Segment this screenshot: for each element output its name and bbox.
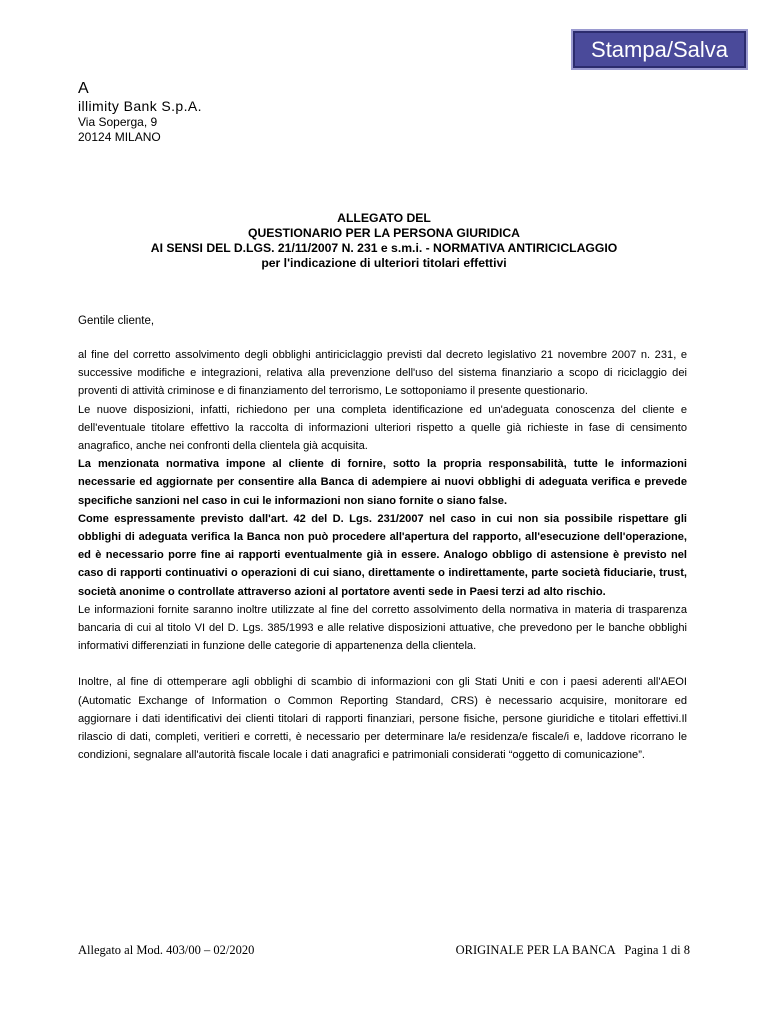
heading-line-4: per l'indicazione di ulteriori titolari effettivi [261,256,507,270]
recipient-city: 20124 MILANO [78,130,161,144]
recipient-street: Via Soperga, 9 [78,115,158,129]
footer-copy-and-page: ORIGINALE PER LA BANCA Pagina 1 di 8 [455,943,690,957]
paragraph-6: Inoltre, al fine di ottemperare agli obblighi di scambio di informazioni con gli Stati Uniti e con i paesi aderenti all'AEOI (Automatic Exchange of Information o Common Reporting Standard, CRS) è necessario acquisire, monitorare ed aggiornare i dati identificativi dei clienti titolari di rapporti finanziari, persone fisiche, persone giuridiche e titolari effettivi.Il rilascio di dati, completi, veritieri e corretti, è necessario per determinare la/e residenza/e fiscale/i e, laddove ricorrano le condizioni, segnalare all'autorità fiscale locale i dati anagrafici e patrimoniali considerati “oggetto di comunicazione”. [78,676,687,762]
recipient-address [78,80,202,145]
print-save-button[interactable]: Stampa/Salva [571,29,748,70]
recipient-prefix: A [78,80,89,97]
heading-line-2: QUESTIONARIO PER LA PERSONA GIURIDICA [248,226,520,240]
paragraph-3-bold: La menzionata normativa impone al cliente di fornire, sotto la propria responsabilità, tutte le informazioni necessarie ed aggiornate per consentire alla Banca di adempiere ai nuovi obblighi di adeguata verifica e prevede specifiche sanzioni nel caso in cui le informazioni non siano fornite o siano false. [78,458,687,507]
recipient-bank-name: illimity Bank S.p.A. [78,98,202,114]
document-body [78,346,687,764]
greeting: Gentile cliente, [78,315,155,327]
paragraph-5: Le informazioni fornite saranno inoltre utilizzate al fine del corretto assolvimento della normativa in materia di trasparenza bancaria di cui al titolo VI del D. Lgs. 385/1993 e alle relative disposizioni attuative, che prevedono per le banche obblighi informativi differenziati in funzione delle categorie di appartenenza della clientela. [78,603,687,653]
heading-line-3: AI SENSI DEL D.LGS. 21/11/2007 N. 231 e s.m.i. - NORMATIVA ANTIRICICLAGGIO [150,241,618,255]
footer-form-reference: Allegato al Mod. 403/00 – 02/2020 [78,943,255,957]
document-heading [78,211,690,271]
paragraph-1: al fine del corretto assolvimento degli obblighi antiriciclaggio previsti dal decreto legislativo 21 novembre 2007 n. 231, e successive modifiche e integrazioni, relativa alla prevenzione dell'uso del sistema finanziario a scopo di riciclaggio dei proventi di attività criminose e di finanziamento del terrorismo, Le sottoponiamo il presente questionario. [78,349,687,398]
paragraph-4-bold: Come espressamente previsto dall'art. 42 del D. Lgs. 231/2007 nel caso in cui non sia possibile rispettare gli obblighi di adeguata verifica la Banca non può procedere all'apertura del rapporto, all'esecuzione dell'operazione, ed è necessario porre fine ai rapporti eventualmente già in essere. Analogo obbligo di astensione è previsto nel caso di rapporti continuativi o operazioni di cui siano, direttamente o indirettamente, parte società fiduciarie, trust, società anonime o controllate attraverso azioni al portatore aventi sede in Paesi terzi ad alto rischio. [78,512,687,598]
paragraph-2: Le nuove disposizioni, infatti, richiedono per una completa identificazione ed un'adeguata conoscenza del cliente e dell'eventuale titolare effettivo la raccolta di informazioni ulteriori rispetto a quelle già richieste in fase di censimento anagrafico, anche nei confronti della clientela già acquisita. [78,403,687,453]
heading-line-1: ALLEGATO DEL [337,211,431,225]
